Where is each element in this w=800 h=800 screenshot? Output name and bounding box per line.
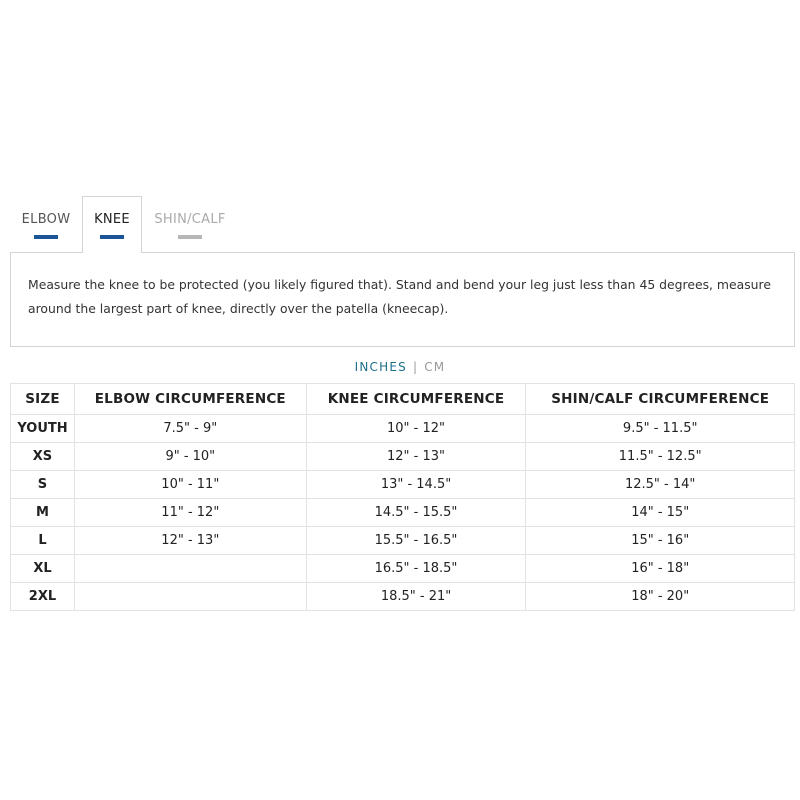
size-cell: YOUTH [11,415,75,443]
table-header-row [11,384,795,415]
shin-calf-cell: 16" - 18" [526,555,795,583]
elbow-cell [74,583,306,611]
elbow-cell [74,555,306,583]
tab-knee[interactable] [82,196,142,253]
tab-elbow-indicator [34,235,58,239]
elbow-cell: 9" - 10" [74,443,306,471]
unit-cm-link[interactable]: CM [424,360,446,374]
shin-calf-cell: 12.5" - 14" [526,471,795,499]
shin-calf-cell: 11.5" - 12.5" [526,443,795,471]
shin-calf-cell: 18" - 20" [526,583,795,611]
knee-cell: 10" - 12" [306,415,526,443]
size-cell: XL [11,555,75,583]
tab-shin-calf[interactable] [142,196,238,252]
elbow-cell: 7.5" - 9" [74,415,306,443]
knee-cell: 13" - 14.5" [306,471,526,499]
knee-cell: 18.5" - 21" [306,583,526,611]
size-cell: S [11,471,75,499]
elbow-cell: 11" - 12" [74,499,306,527]
header-elbow-circumference: ELBOW CIRCUMFERENCE [74,384,306,415]
knee-cell: 14.5" - 15.5" [306,499,526,527]
table-row [11,583,795,611]
elbow-cell: 12" - 13" [74,527,306,555]
table-row [11,443,795,471]
knee-cell: 16.5" - 18.5" [306,555,526,583]
table-row [11,499,795,527]
tab-shin-calf-indicator [178,235,202,239]
measurement-tabs [10,196,238,252]
tab-elbow[interactable] [10,196,82,252]
unit-toggle [0,360,800,374]
unit-inches-link[interactable]: INCHES [354,360,407,374]
header-size: SIZE [11,384,75,415]
header-shin-calf-circumference: SHIN/CALF CIRCUMFERENCE [526,384,795,415]
size-cell: XS [11,443,75,471]
shin-calf-cell: 14" - 15" [526,499,795,527]
knee-cell: 15.5" - 16.5" [306,527,526,555]
table-row [11,471,795,499]
size-cell: M [11,499,75,527]
tab-knee-indicator [100,235,124,239]
tab-shin-calf-label: SHIN/CALF [154,212,226,227]
shin-calf-cell: 9.5" - 11.5" [526,415,795,443]
knee-cell: 12" - 13" [306,443,526,471]
tab-knee-label: KNEE [94,212,130,227]
table-row [11,527,795,555]
measurement-instructions: Measure the knee to be protected (you likely figured that). Stand and bend your leg just less than 45 degrees, measure around the largest part of knee, directly over the patella (kneecap). [10,252,795,347]
size-cell: 2XL [11,583,75,611]
table-row [11,415,795,443]
elbow-cell: 10" - 11" [74,471,306,499]
shin-calf-cell: 15" - 16" [526,527,795,555]
header-knee-circumference: KNEE CIRCUMFERENCE [306,384,526,415]
unit-separator: | [412,360,419,374]
size-cell: L [11,527,75,555]
tab-elbow-label: ELBOW [21,212,71,227]
size-chart-table [10,383,795,611]
table-row [11,555,795,583]
